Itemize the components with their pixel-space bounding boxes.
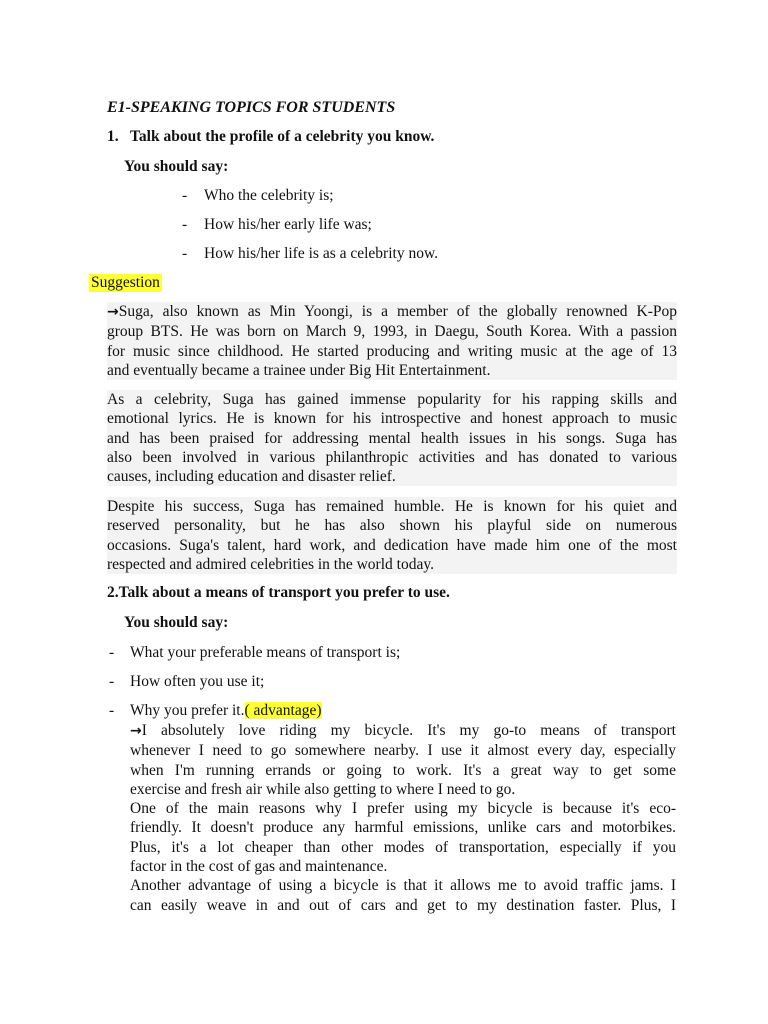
topic1-number: 1. xyxy=(107,128,119,145)
arrow-icon: → xyxy=(130,723,142,739)
bullet-dash: - xyxy=(109,702,115,719)
answer-line: friendly. It doesn't produce any harmful emissions, unlike cars and motorbikes. xyxy=(130,819,676,837)
answer-line: when I'm running errands or going to work. It's a great way to get some xyxy=(130,761,676,779)
paragraph-line: also been involved in various philanthropic activities and has donated to various xyxy=(107,448,677,466)
paragraph-line: Despite his success, Suga has remained humble. He is known for his quiet and xyxy=(107,498,677,515)
document-title: E1-SPEAKING TOPICS FOR STUDENTS xyxy=(107,99,396,116)
paragraph-1 xyxy=(107,302,677,380)
answer-line: One of the main reasons why I prefer using my bicycle is because it's eco- xyxy=(130,800,676,818)
paragraph-line: and has been praised for addressing mental health issues in his songs. Suga has xyxy=(107,429,677,447)
topic2-bullet-3 xyxy=(130,702,322,720)
bullet-dash: - xyxy=(109,644,115,661)
bullet-dash: - xyxy=(182,245,188,262)
topic1-bullet-1: Who the celebrity is; xyxy=(204,187,334,204)
paragraph-line: emotional lyrics. He is known for his introspective and honest approach to music xyxy=(107,410,677,428)
paragraph-3 xyxy=(107,497,677,574)
answer-line: exercise and fresh air while also getting to where I need to go. xyxy=(130,780,516,798)
answer-line: Another advantage of using a bicycle is that it allows me to avoid traffic jams. I xyxy=(130,877,676,895)
answer-line: →I absolutely love riding my bicycle. It's my go-to means of transport xyxy=(130,722,676,739)
answer-line: can easily weave in and out of cars and get to my destination faster. Plus, I xyxy=(130,896,676,914)
paragraph-line: respected and admired celebrities in the world today. xyxy=(107,555,434,573)
topic2-question: 2.Talk about a means of transport you prefer to use. xyxy=(107,584,450,601)
topic1-bullet-3: How his/her life is as a celebrity now. xyxy=(204,245,439,262)
topic1-question: Talk about the profile of a celebrity you know. xyxy=(130,128,435,145)
answer-line: Plus, it's a lot cheaper than other modes of transportation, especially if you xyxy=(130,838,676,856)
paragraph-line: for music since childhood. He started producing and writing music at the age of 13 xyxy=(107,342,677,360)
bullet-dash: - xyxy=(109,673,115,690)
paragraph-line: and eventually became a trainee under Big Hit Entertainment. xyxy=(107,361,491,379)
topic1-bullet-2: How his/her early life was; xyxy=(204,216,372,233)
topic1-should-say: You should say: xyxy=(124,158,229,175)
advantage-highlight: ( advantage) xyxy=(244,702,322,719)
bullet-dash: - xyxy=(182,216,188,233)
suggestion-label: Suggestion xyxy=(91,274,160,291)
transport-answer xyxy=(130,721,676,915)
paragraph-line: occasions. Suga's talent, hard work, and dedication have made him one of the most xyxy=(107,536,677,554)
topic2-bullet-3-text: Why you prefer it. xyxy=(130,702,245,719)
topic2-bullet-1: What your preferable means of transport is; xyxy=(130,644,401,661)
paragraph-line: →Suga, also known as Min Yoongi, is a member of the globally renowned K-Pop xyxy=(107,303,677,320)
paragraph-line: causes, including education and disaster relief. xyxy=(107,468,396,486)
paragraph-2 xyxy=(107,390,677,486)
paragraph-line: As a celebrity, Suga has gained immense popularity for his rapping skills and xyxy=(107,391,677,408)
answer-line: factor in the cost of gas and maintenance. xyxy=(130,858,388,876)
paragraph-line: group BTS. He was born on March 9, 1993, in Daegu, South Korea. With a passion xyxy=(107,323,677,341)
answer-line: whenever I need to go somewhere nearby. I use it almost every day, especially xyxy=(130,742,676,760)
paragraph-line: reserved personality, but he has also shown his playful side on numerous xyxy=(107,517,677,535)
topic2-bullet-2: How often you use it; xyxy=(130,673,265,690)
bullet-dash: - xyxy=(182,187,188,204)
arrow-icon: → xyxy=(107,304,119,320)
topic2-should-say: You should say: xyxy=(124,614,229,631)
